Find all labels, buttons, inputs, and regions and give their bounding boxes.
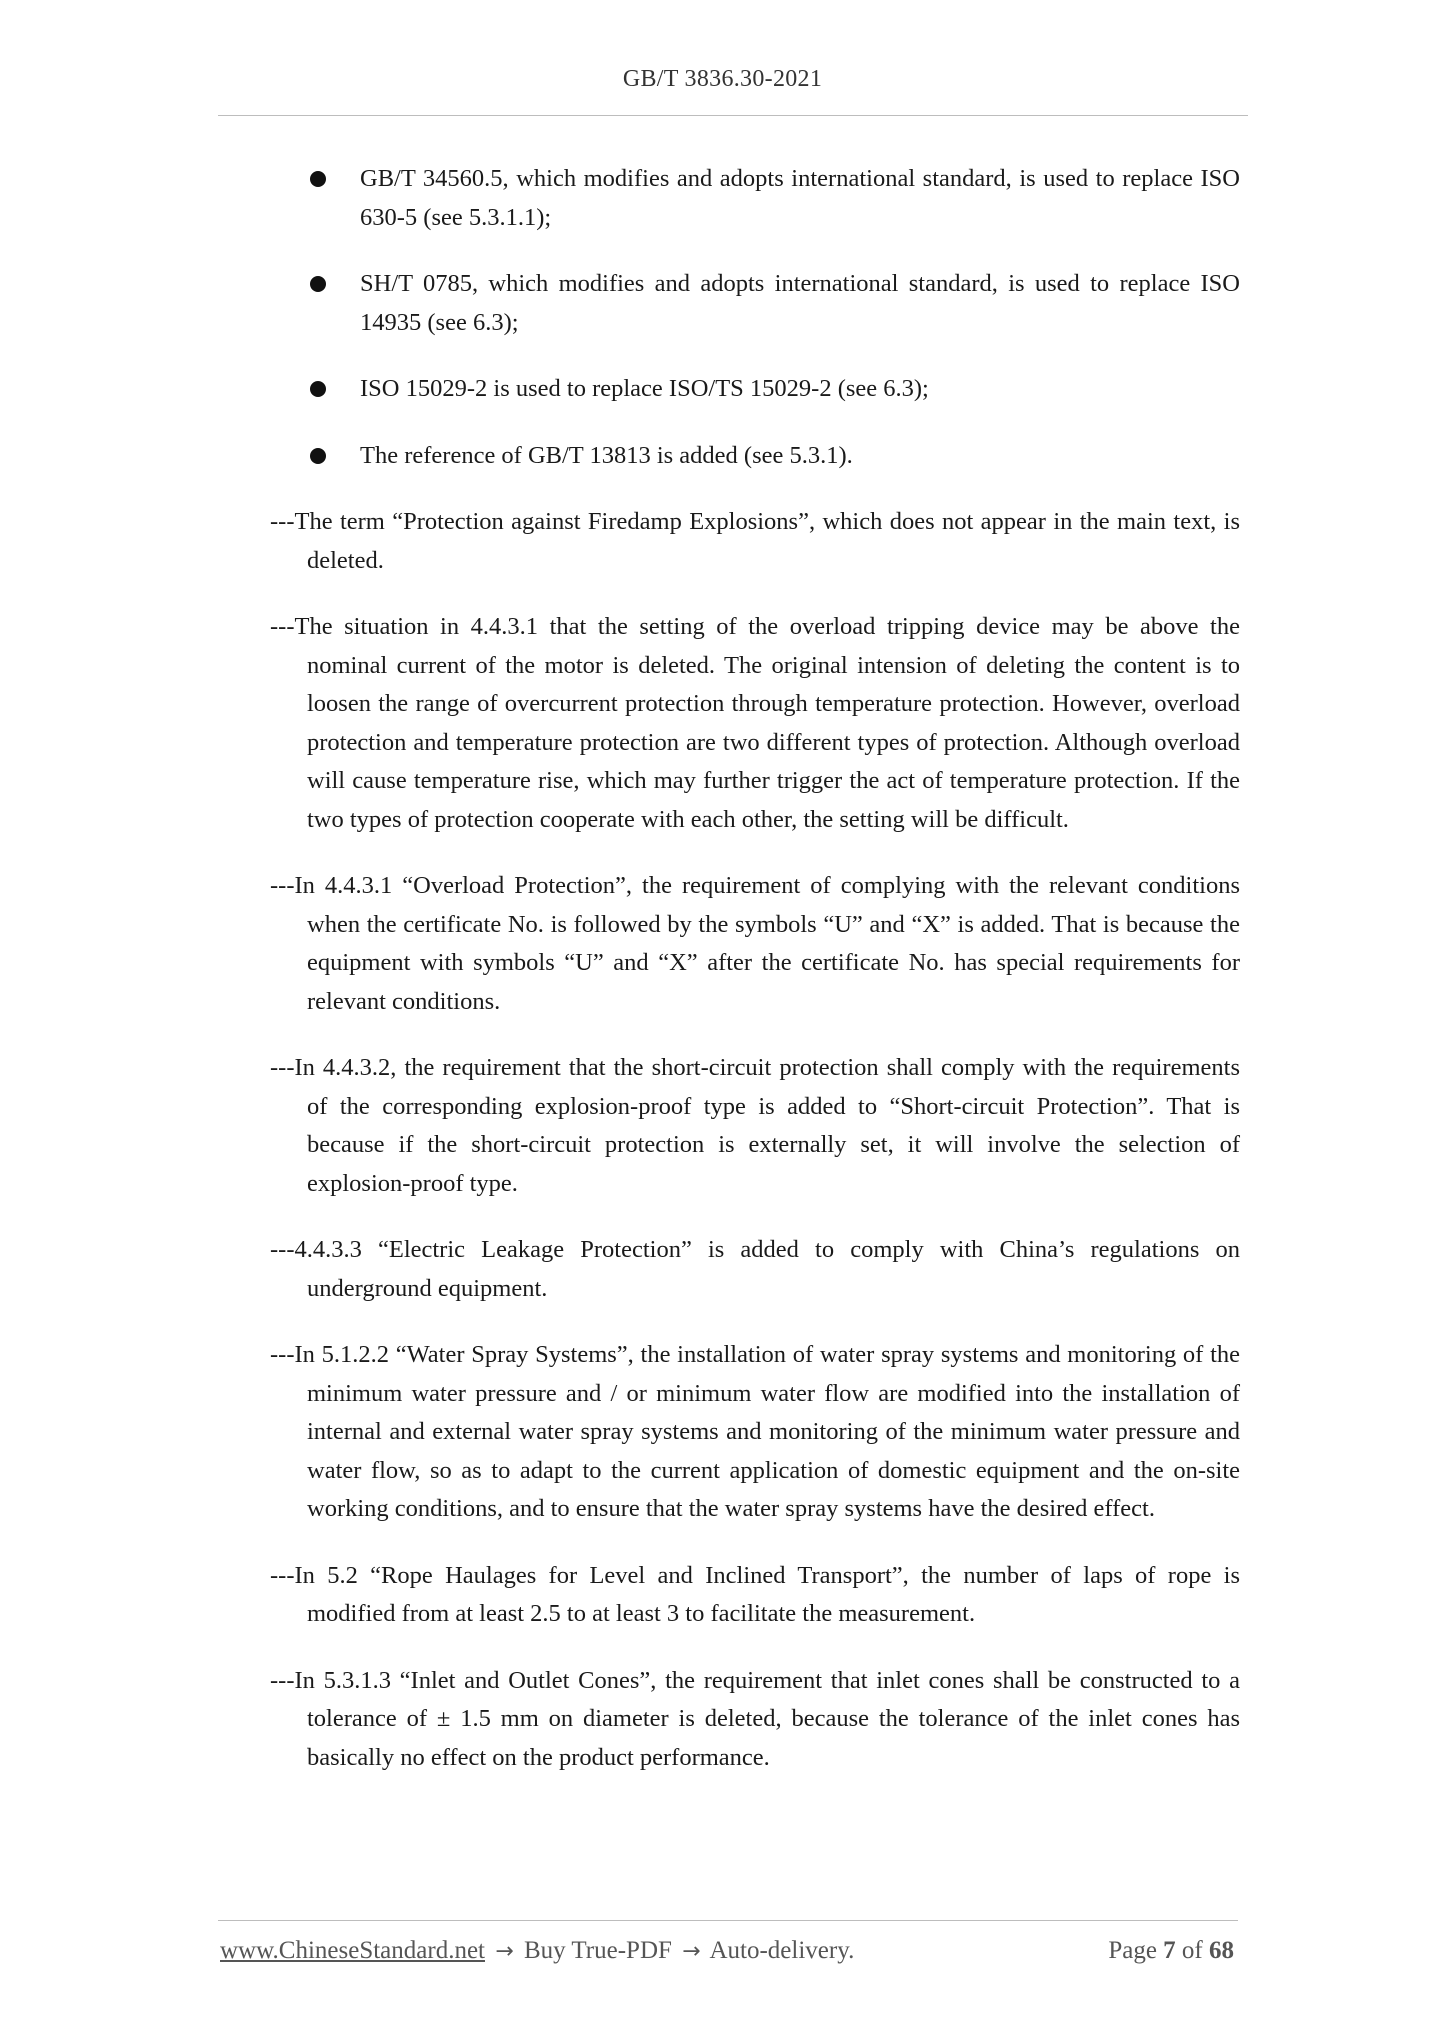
change-paragraph: ---In 5.1.2.2 “Water Spray Systems”, the installation of water spray systems and monitoring of the minimum water pressure and / or minimum water flow are modified into the installation of internal and external water spray systems and monitoring of the minimum water pressure and water flow, so as to adapt to the current application of domestic equipment and the on-site working conditions, and to ensure that the water spray systems have the desired effect.	[270, 1341, 1240, 1522]
header-divider	[218, 115, 1248, 116]
footer-divider	[218, 1920, 1238, 1921]
bullet-item	[270, 437, 1240, 476]
bullet-text: SH/T 0785, which modifies and adopts international standard, is used to replace ISO 14935 (see 6.3);	[360, 270, 1240, 336]
auto-delivery-text: Auto-delivery.	[709, 1937, 855, 1964]
footer-promo	[220, 1937, 854, 1965]
reference-change-list	[270, 160, 1240, 475]
bullet-dot-icon	[310, 448, 326, 464]
bullet-item	[270, 265, 1240, 342]
bullet-dot-icon	[310, 381, 326, 397]
change-paragraph: ---In 4.4.3.1 “Overload Protection”, the requirement of complying with the relevant conditions when the certificate No. is followed by the symbols “U” and “X” is added. That is because the equipment with symbols “U” and “X” after the certificate No. has special requirements for relevant conditions.	[270, 872, 1240, 1015]
bullet-dot-icon	[310, 171, 326, 187]
change-paragraph: ---The term “Protection against Firedamp Explosions”, which does not appear in the main text, is deleted.	[270, 508, 1240, 574]
site-link[interactable]: www.ChineseStandard.net	[220, 1937, 485, 1964]
current-page: 7	[1163, 1937, 1176, 1964]
buy-true-pdf-text: Buy True-PDF	[523, 1937, 672, 1964]
bullet-text: GB/T 34560.5, which modifies and adopts international standard, is used to replace ISO 630-5 (see 5.3.1.1);	[360, 165, 1240, 231]
change-paragraph: ---In 5.2 “Rope Haulages for Level and Inclined Transport”, the number of laps of rope is modified from at least 2.5 to at least 3 to facilitate the measurement.	[270, 1561, 1240, 1627]
document-body	[270, 160, 1240, 1805]
of-word: of	[1181, 1937, 1203, 1964]
page-word: Page	[1108, 1937, 1157, 1964]
arrow-right-icon: →	[682, 1939, 701, 1964]
change-paragraph: ---In 5.3.1.3 “Inlet and Outlet Cones”, the requirement that inlet cones shall be constructed to a tolerance of ± 1.5 mm on diameter is deleted, because the tolerance of the inlet cones has basically no effect on the product performance.	[270, 1666, 1240, 1771]
total-pages: 68	[1209, 1937, 1234, 1964]
change-paragraph: ---4.4.3.3 “Electric Leakage Protection” is added to comply with China’s regulations on underground equipment.	[270, 1236, 1240, 1302]
page-number	[1108, 1937, 1234, 1965]
change-paragraph: ---In 4.4.3.2, the requirement that the short-circuit protection shall comply with the requirements of the corresponding explosion-proof type is added to “Short-circuit Protection”. That is because if the short-circuit protection is externally set, it will involve the selection of explosion-proof type.	[270, 1054, 1240, 1197]
bullet-item	[270, 370, 1240, 409]
change-paragraph: ---The situation in 4.4.3.1 that the setting of the overload tripping device may be above the nominal current of the motor is deleted. The original intension of deleting the content is to loosen the range of overcurrent protection through temperature protection. However, overload protection and temperature protection are two different types of protection. Although overload will cause temperature rise, which may further trigger the act of temperature protection. If the two types of protection cooperate with each other, the setting will be difficult.	[270, 613, 1240, 833]
bullet-item	[270, 160, 1240, 237]
bullet-text: ISO 15029-2 is used to replace ISO/TS 15029-2 (see 6.3);	[360, 375, 929, 402]
page-footer	[220, 1937, 1234, 1965]
bullet-text: The reference of GB/T 13813 is added (see 5.3.1).	[360, 441, 853, 469]
page-header-title: GB/T 3836.30-2021	[622, 66, 823, 92]
arrow-right-icon: →	[495, 1939, 514, 1964]
bullet-dot-icon	[310, 276, 326, 292]
